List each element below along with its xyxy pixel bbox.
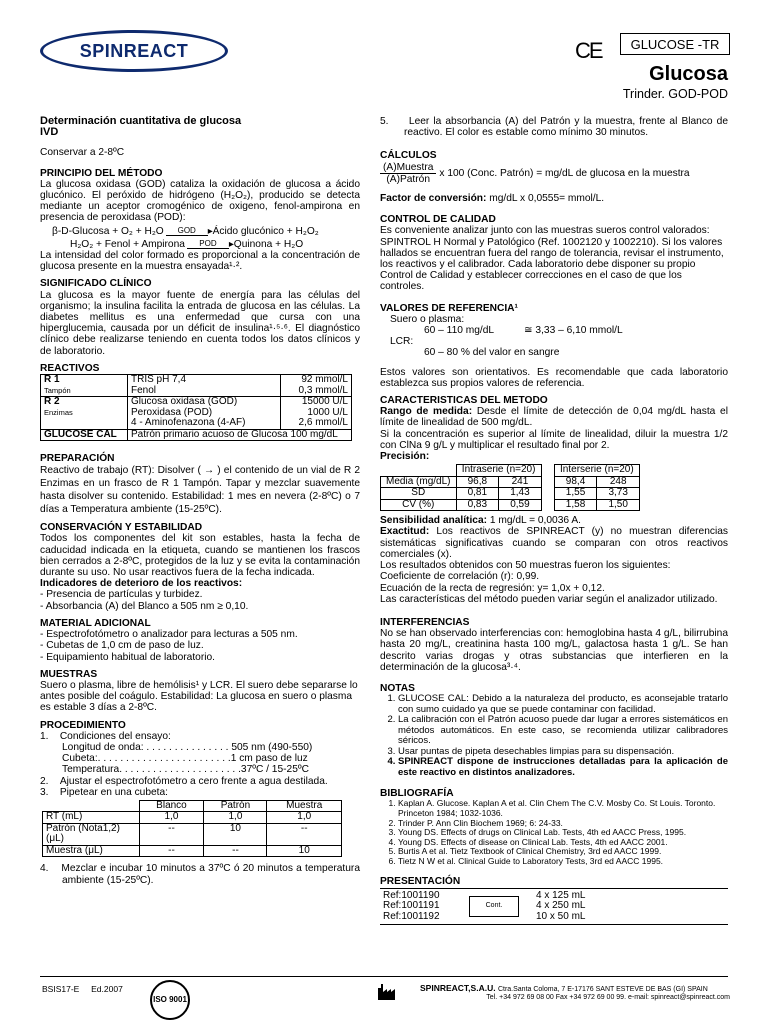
notas-heading: NOTAS	[380, 682, 415, 694]
lcr-label: LCR:	[390, 336, 414, 348]
exactitud: Exactitud: Los reactivos de SPINREACT (y) no muestran diferencias sistemáticas significativas cuando se comparan con otros reactivos comerciales (x).	[380, 526, 728, 560]
table-row: Muestra (μL) -- -- 10	[43, 845, 342, 857]
list-item: 2. La calibración con el Patrón acuoso puede dar lugar a errores sistemáticos en métodos automáticos. En este caso, se recomienda utilizar calibradores séricos.	[398, 715, 728, 747]
conservacion-heading: CONSERVACIÓN Y ESTABILIDAD	[40, 522, 203, 534]
valores-heading: VALORES DE REFERENCIA¹	[380, 302, 518, 314]
material-heading: MATERIAL ADICIONAL	[40, 617, 151, 629]
footer-company: SPINREACT,S.A.U. Ctra.Santa Coloma, 7 E-17176 SANT ESTEVE DE BAS (GI) SPAIN	[420, 983, 708, 993]
principio-text-2: La intensidad del color formado es proporcional a la concentración de glucosa presente en la muestra ensayada¹·².	[40, 250, 360, 273]
list-item: - Equipamiento habitual de laboratorio.	[40, 651, 215, 663]
lcr-value: 60 – 80 % del valor en sangre	[424, 347, 560, 359]
list-item: 6. Tietz N W et al. Clinical Guide to Laboratory Tests, 3rd ed AACC 1995.	[398, 857, 728, 867]
table-row: Blanco Patrón Muestra	[43, 800, 342, 812]
table-row: Media (mg/dL) 96,8 241 98,4 248	[381, 476, 640, 488]
conservacion-text: Todos los componentes del kit son estables, hasta la fecha de caducidad indicada en la etiqueta, cuando se mantienen los frascos bien cerrados a 2-8ºC, protegidos de la luz y se evita la contaminación durante su uso. No usar reactivos fuera de la fecha indicada.	[40, 533, 360, 579]
proc-step-2: 2. Ajustar el espectrofotómetro a cero frente a agua destilada.	[40, 775, 328, 787]
reaction-arrow: GOD ▸	[166, 227, 208, 236]
proc-line: Cubeta:. . . . . . . . . . . . . . . . . . . . . . . .1 cm paso de luz	[62, 753, 308, 765]
list-item: 3. Usar puntas de pipeta desechables limpias para su dispensación.	[398, 747, 728, 758]
calc-formula: (A)Muestra (A)Patrón x 100 (Conc. Patrón) = mg/dL de glucosa en la muestra	[380, 162, 728, 185]
proc-step-4: 4. Mezclar e incubar 10 minutos a 37ºC ó 20 minutos a temperatura ambiente (15-25ºC).	[40, 863, 360, 886]
exactitud-text-2: Los resultados obtenidos con 50 muestras fueron los siguientes:	[380, 560, 671, 572]
factory-icon	[378, 984, 398, 1000]
proc-line: Temperatura. . . . . . . . . . . . . . . . . . . . . .37ºC / 15-25ºC	[62, 764, 309, 776]
brand-name: SPINREACT	[79, 40, 189, 61]
suero-values: 60 – 110 mg/dL ≅ 3,33 – 6,10 mmol/L	[424, 325, 623, 337]
reaction-1: β-D-Glucosa + O₂ + H₂O GOD ▸ Ácido glucónico + H₂O₂	[40, 226, 360, 237]
table-row: R 1 Tampón TRIS pH 7,4 Fenol 92 mmol/L 0,3 mmol/L	[41, 375, 352, 397]
list-item: 1. Kaplan A. Glucose. Kaplan A et al. Clin Chem The C.V. Mosby Co. St Louis. Toronto. Princeton 1984; 1032-1036.	[398, 799, 728, 818]
presentacion-table	[380, 888, 728, 926]
interf-heading: INTERFERENCIAS	[380, 616, 470, 628]
proc-step-1: 1. Condiciones del ensayo:	[40, 730, 171, 742]
list-item: Coeficiente de correlación (r): 0,99.	[380, 571, 540, 583]
table-row: GLUCOSE CAL Patrón primario acuoso de Glucosa 100 mg/dL	[41, 429, 352, 441]
table-row: SD 0,81 1,43 1,55 3,73	[381, 488, 640, 500]
table-row: Intraserie (n=20) Interserie (n=20)	[381, 465, 640, 477]
precision-label: Precisión:	[380, 451, 430, 463]
footer-divider	[40, 976, 728, 977]
reaction-arrow: POD ▸	[187, 240, 229, 249]
present-heading: PRESENTACIÓN	[380, 876, 461, 888]
exactitud-text-3: Las características del método pueden variar según el analizador utilizado.	[380, 593, 718, 605]
list-item: - Presencia de partículas y turbidez.	[40, 589, 203, 601]
proc-step-5: 5. Leer la absorbancia (A) del Patrón y la muestra, frente al Blanco de reactivo. El color es estable como mínimo 30 minutos.	[380, 116, 728, 139]
precision-table	[380, 464, 640, 511]
muestras-heading: MUESTRAS	[40, 668, 98, 680]
reactivos-heading: REACTIVOS	[40, 362, 100, 374]
page-subtitle: Trinder. GOD-POD	[622, 87, 728, 101]
proc-line: Longitud de onda: . . . . . . . . . . . . . . . 505 nm (490-550)	[62, 741, 313, 753]
principio-heading: PRINCIPIO DEL MÉTODO	[40, 167, 163, 179]
spinreact-logo	[40, 30, 228, 72]
preparacion-heading: PREPARACIÓN	[40, 453, 115, 465]
list-item: - Cubetas de 1,0 cm de paso de luz.	[40, 640, 204, 652]
list-item: 2. Trinder P. Ann Clin Biochem 1969; 6: 24-33.	[398, 819, 728, 829]
list-item: - Absorbancia (A) del Blanco a 505 nm ≥ 0,10.	[40, 600, 249, 612]
table-row: CV (%) 0,83 0,59 1,58 1,50	[381, 499, 640, 511]
biblio-list	[380, 799, 728, 866]
calculos-heading: CÁLCULOS	[380, 150, 437, 162]
list-item: 4. Young DS. Effects of disease on Clinical Lab. Tests, 4th ed AACC 2001.	[398, 838, 728, 848]
table-row: Ref:1001191 4 x 250 mL	[383, 900, 586, 912]
table-row: Ref:1001190 Cont. 4 x 125 mL	[380, 888, 728, 901]
iso-seal-icon: ISO 9001	[150, 980, 190, 1020]
factor-conversion: Factor de conversión: mg/dL x 0,0555= mmol/L.	[380, 193, 605, 205]
interf-text: No se han observado interferencias con: hemoglobina hasta 4 g/L, bilirrubina hasta 20 mg/L, creatinina hasta 100 mg/L, galactosa hasta 1 g/L. Se han descrito varias drogas y otras substancias que interfieren en la determinación de la glucosa³·⁴.	[380, 628, 728, 673]
control-text: Es conveniente analizar junto con las muestras sueros control valorados: SPINTROL H Normal y Patológico (Ref. 1002120 y 1002210). Si los valores hallados se encuentran fuera del rango de tolerancia, revisar el instrumento, los reactivos y el calibrador. Cada laboratorio debe disponer su propio Control de Calidad y establecer correcciones en el caso de que los controles.	[380, 225, 724, 293]
right-column	[380, 116, 728, 925]
pipette-table	[42, 800, 342, 858]
table-row: Ref:1001192 10 x 50 mL	[383, 910, 586, 922]
muestras-text: Suero o plasma, libre de hemólisis¹ y LCR. El suero debe separarse lo antes posible del coágulo. Estabilidad: La glucosa en suero o plasma es estable 3 días a 2-8ºC.	[40, 679, 358, 714]
ivd-label: IVD	[40, 126, 59, 139]
caract-heading: CARACTERISTICAS DEL METODO	[380, 395, 548, 407]
list-item: 4. SPINREACT dispone de instrucciones detalladas para la aplicación de este reactivo en distintos analizadores.	[398, 757, 728, 778]
preparacion-text: Reactivo de trabajo (RT): Disolver ( → ) el contenido de un vial de R 2 Enzimas en un frasco de R 1 Tampón. Tapar y mezclar suavemente hasta disolver su contenido. Estabilidad: 1 mes en nevera (2-8ºC) o 7 días a Temperatura ambiente (15-25ºC).	[40, 465, 360, 516]
list-item: 5. Burtis A et al. Tietz Textbook of Clinical Chemistry, 3rd ed AACC 1999.	[398, 847, 728, 857]
procedimiento-heading: PROCEDIMIENTO	[40, 719, 126, 731]
table-row: RT (mL) 1,0 1,0 1,0	[43, 812, 342, 824]
significado-heading: SIGNIFICADO CLÍNICO	[40, 278, 152, 290]
rango-text: Rango de medida: Desde el límite de detección de 0,04 mg/dL hasta el límite de linealidad de 500 mg/dL.	[380, 406, 728, 429]
ce-mark: CE	[575, 38, 602, 63]
footer-contact: Tel. +34 972 69 08 00 Fax +34 972 69 00 99. e-mail: spinreact@spinreact.com	[486, 994, 730, 1001]
principio-text: La glucosa oxidasa (GOD) cataliza la oxidación de glucosa a ácido glucónico. El peróxido de hidrógeno (H₂O₂), producido se detecta mediante un aceptor cromogénico de oxigeno, fenol-ampirona en presencia de peroxidasa (POD):	[40, 178, 360, 224]
valores-note: Estos valores son orientativos. Es recomendable que cada laboratorio establezca sus propios valores de referencia.	[380, 366, 728, 389]
reaction-2: H₂O₂ + Fenol + Ampirona POD ▸ Quinona + H₂O	[40, 239, 360, 250]
proc-step-3: 3. Pipetear en una cubeta:	[40, 786, 169, 798]
product-code: GLUCOSE -TR	[620, 33, 730, 55]
rango-text-2: Si la concentración es superior al límite de linealidad, diluir la muestra 1/2 con ClNa 9 g/L y multiplicar el resultado final por 2.	[380, 428, 728, 451]
significado-text: La glucosa es la mayor fuente de energía para las células del organismo; la insulina facilita la entrada de glucosa en las células. La diabetes mellitus es una enfermedad que cursa con una hiperglucemia, causada por un déficit de insulina¹·⁵·⁶. El diagnóstico clínico debe realizarse teniendo en cuenta todos los datos clínicos y de laboratorio.	[40, 289, 360, 357]
page-title: Glucosa	[649, 63, 728, 85]
biblio-heading: BIBLIOGRAFÍA	[380, 788, 454, 800]
table-row: Patrón (Nota1,2) (μL) -- 10 --	[43, 823, 342, 845]
table-row: R 2 Enzimas Glucosa oxidasa (GOD) Peroxidasa (POD) 4 - Aminofenazona (4-AF) 15000 U/L 1000 U/L 2,6 mmol/L	[41, 397, 352, 430]
deterioro-heading: Indicadores de deterioro de los reactivos:	[40, 578, 243, 590]
list-item: 1. GLUCOSE CAL: Debido a la naturaleza del producto, es aconsejable tratarlo con sumo cuidado ya que se puede contaminar con facilidad.	[398, 694, 728, 715]
sensibilidad: Sensibilidad analítica: 1 mg/dL = 0,0036 A.	[380, 515, 581, 527]
reactivos-table	[40, 374, 352, 441]
list-item: - Espectrofotómetro o analizador para lecturas a 505 nm.	[40, 629, 298, 641]
left-column	[40, 116, 360, 886]
list-item: 3. Young DS. Effects of drugs on Clinical Lab. Tests, 4th ed AACC Press, 1995.	[398, 828, 728, 838]
cont-box: Cont.	[469, 896, 519, 917]
storage-text: Conservar a 2-8ºC	[40, 147, 125, 159]
suero-label: Suero o plasma:	[390, 313, 465, 325]
control-heading: CONTROL DE CALIDAD	[380, 214, 496, 226]
notas-list	[380, 694, 728, 778]
doc-heading: Determinación cuantitativa de glucosa	[40, 115, 242, 127]
list-item: Ecuación de la recta de regresión: y= 1,0x + 0,12.	[380, 582, 605, 594]
footer-code: BSIS17-E Ed.2007	[42, 984, 123, 994]
